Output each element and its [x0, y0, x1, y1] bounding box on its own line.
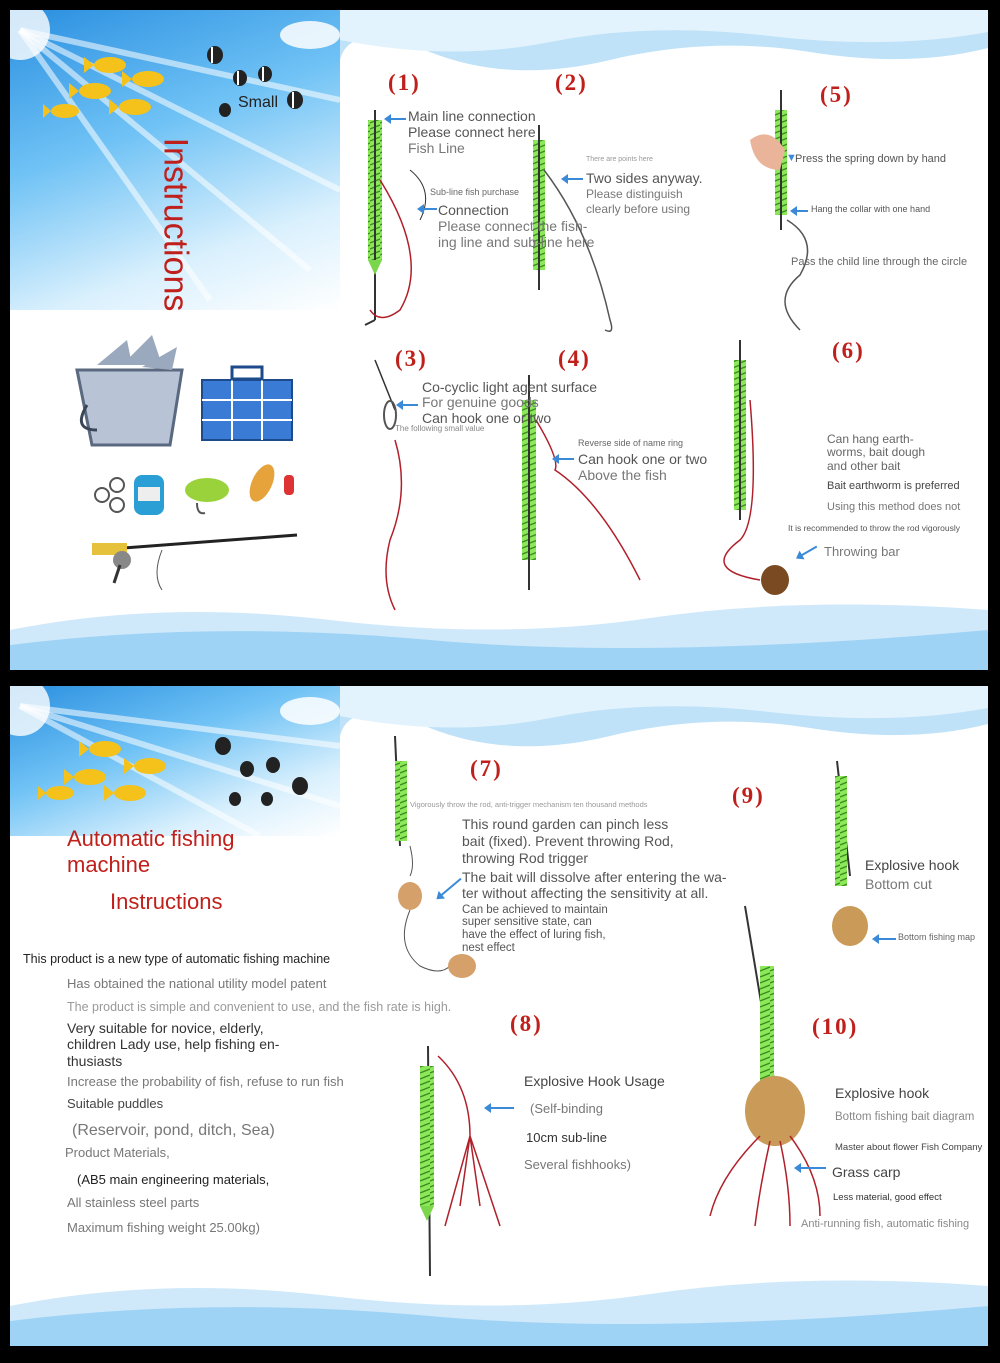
step-7-text-8: super sensitive state, can: [462, 916, 592, 928]
arrow-icon: [567, 178, 583, 180]
step-7-text-6: ter without affecting the sensitivity at all.: [462, 885, 709, 901]
intro-line: (Reservoir, pond, ditch, Sea): [72, 1122, 275, 1139]
step-7-text-2: This round garden can pinch less: [462, 816, 669, 832]
step-2-text-3: Please distinguish: [586, 187, 683, 201]
bottom-wave-decoration: [10, 1266, 988, 1346]
step-10-text-2: Bottom fishing bait diagram: [835, 1111, 975, 1123]
step-4-text-1: Reverse side of name ring: [578, 438, 684, 448]
step-2-text-1: There are points here: [586, 156, 653, 163]
step-7-text-1: Vigorously throw the rod, anti-trigger mechanism ten thousand methods: [410, 800, 648, 809]
bottom-wave-decoration: [10, 590, 988, 670]
step-7-text-5: The bait will dissolve after entering the wa-: [462, 869, 727, 885]
hook-accessories-icon: [95, 461, 294, 515]
step-1-number: (1): [388, 70, 421, 95]
step-5-number: (5): [820, 82, 853, 107]
step-6-text-3: and other bait: [827, 459, 901, 473]
step-5-text-1: Press the spring down by hand: [795, 153, 947, 165]
tackle-box-icon: [202, 367, 292, 440]
step-6-text-5: Using this method does not: [827, 501, 961, 513]
step-10-text-5: Less material, good effect: [833, 1192, 942, 1203]
step-9-number: (9): [732, 783, 765, 808]
step-9-text-2: Bottom cut: [865, 876, 932, 892]
arrow-icon: [878, 938, 896, 940]
step-6-text-4: Bait earthworm is preferred: [827, 480, 960, 492]
step-6-text-7: Throwing bar: [824, 544, 900, 559]
arrow-icon: [402, 404, 418, 406]
step-10-text-3: Master about flower Fish Company: [835, 1142, 983, 1153]
intro-line: Has obtained the national utility model patent: [67, 976, 327, 991]
intro-line: Increase the probability of fish, refuse to run fish: [67, 1074, 344, 1089]
step-2-number: (2): [555, 70, 588, 95]
small-label: Small: [238, 94, 279, 111]
arrow-icon: [800, 1167, 826, 1169]
step-8-text-4: Several fishhooks): [524, 1157, 631, 1172]
bottom-instruction-panel: [10, 686, 988, 1346]
intro-line: Maximum fishing weight 25.00kg): [67, 1220, 260, 1235]
bottom-title-3: Instructions: [110, 889, 223, 914]
step-10-text-6: Anti-running fish, automatic fishing: [801, 1218, 970, 1230]
fishing-rod-icon: [92, 535, 297, 590]
top-instruction-panel: [10, 10, 988, 670]
step-6-text-2: worms, bait dough: [827, 445, 926, 459]
step-8-text-1: Explosive Hook Usage: [524, 1073, 665, 1089]
step-6-text-1: Can hang earth-: [827, 432, 914, 446]
step-3-number: (3): [395, 346, 428, 371]
step-1-text-1: Main line connection: [408, 108, 536, 124]
intro-line: This product is a new type of automatic fishing machine: [23, 952, 331, 966]
intro-line: All stainless steel parts: [67, 1195, 200, 1210]
step-7-text-10: nest effect: [462, 942, 515, 954]
intro-line: (AB5 main engineering materials,: [77, 1172, 270, 1187]
step-8-text-3: 10cm sub-line: [526, 1130, 607, 1145]
step-10-text-4: Grass carp: [832, 1164, 901, 1180]
step-1-text-7: ing line and sub-line here: [438, 234, 595, 250]
intro-line: children Lady use, help fishing en-: [67, 1036, 280, 1052]
step-9-text-3: Bottom fishing map: [898, 932, 976, 942]
vertical-title: Instructions: [156, 137, 195, 312]
bucket-icon: [77, 370, 182, 445]
intro-line: Very suitable for novice, elderly,: [67, 1020, 264, 1036]
step-4-text-3: Above the fish: [578, 467, 667, 483]
step-1-text-4: Sub-line fish purchase: [430, 187, 520, 197]
step-2-text-4: clearly before using: [586, 202, 691, 216]
step-3-text-4: The following small value: [395, 424, 485, 433]
step-1-text-6: Please connect the fish-: [438, 218, 588, 234]
bottom-title-1: Automatic fishing: [67, 826, 235, 851]
step-1-text-2: Please connect here: [408, 124, 536, 140]
step-7-text-7: Can be achieved to maintain: [462, 904, 608, 916]
arrow-icon: [558, 458, 574, 460]
step-1-text-5: Connection: [438, 202, 509, 218]
step-3-text-1: Co-cyclic light agent surface: [422, 379, 598, 395]
step-8-number: (8): [510, 1011, 543, 1036]
arrow-icon: [423, 208, 437, 210]
step-7-text-3: bait (fixed). Prevent throwing Rod,: [462, 833, 674, 849]
vertical-title-box: [155, 125, 195, 325]
step-2-text-2: Two sides anyway.: [586, 170, 703, 186]
step-3-text-3: Can hook one or two: [422, 410, 552, 426]
arrow-icon: [390, 118, 406, 120]
down-arrow-icon: ▼: [786, 152, 797, 164]
arrow-icon: [796, 210, 808, 212]
step-10-number: (10): [812, 1014, 859, 1039]
step-4-text-2: Can hook one or two: [578, 451, 708, 467]
fish-school-icon: [35, 731, 335, 811]
step-7-text-9: have the effect of luring fish,: [462, 929, 606, 941]
step-1-text-3: Fish Line: [408, 140, 465, 156]
step-8-text-2: (Self-binding: [530, 1101, 603, 1116]
step-10-text-1: Explosive hook: [835, 1085, 930, 1101]
intro-line: Product Materials,: [65, 1145, 170, 1160]
arrow-icon: [490, 1107, 514, 1109]
intro-line: thusiasts: [67, 1053, 123, 1069]
step-5-text-3: Pass the child line through the circle: [791, 256, 968, 268]
step-4-number: (4): [558, 346, 591, 371]
step-7-text-4: throwing Rod trigger: [462, 850, 589, 866]
bottom-title-2: machine: [67, 852, 151, 877]
step-3-text-2: For genuine goods: [422, 394, 539, 410]
step-5-text-2: Hang the collar with one hand: [811, 204, 931, 214]
intro-line: Suitable puddles: [67, 1096, 164, 1111]
step-7-number: (7): [470, 756, 503, 781]
step-6-text-6: It is recommended to throw the rod vigorously: [788, 523, 960, 533]
intro-line: The product is simple and convenient to use, and the fish rate is high.: [67, 1000, 452, 1014]
fishing-gear-illustration: [72, 335, 302, 585]
step-9-text-1: Explosive hook: [865, 857, 960, 873]
step-6-number: (6): [832, 338, 865, 363]
